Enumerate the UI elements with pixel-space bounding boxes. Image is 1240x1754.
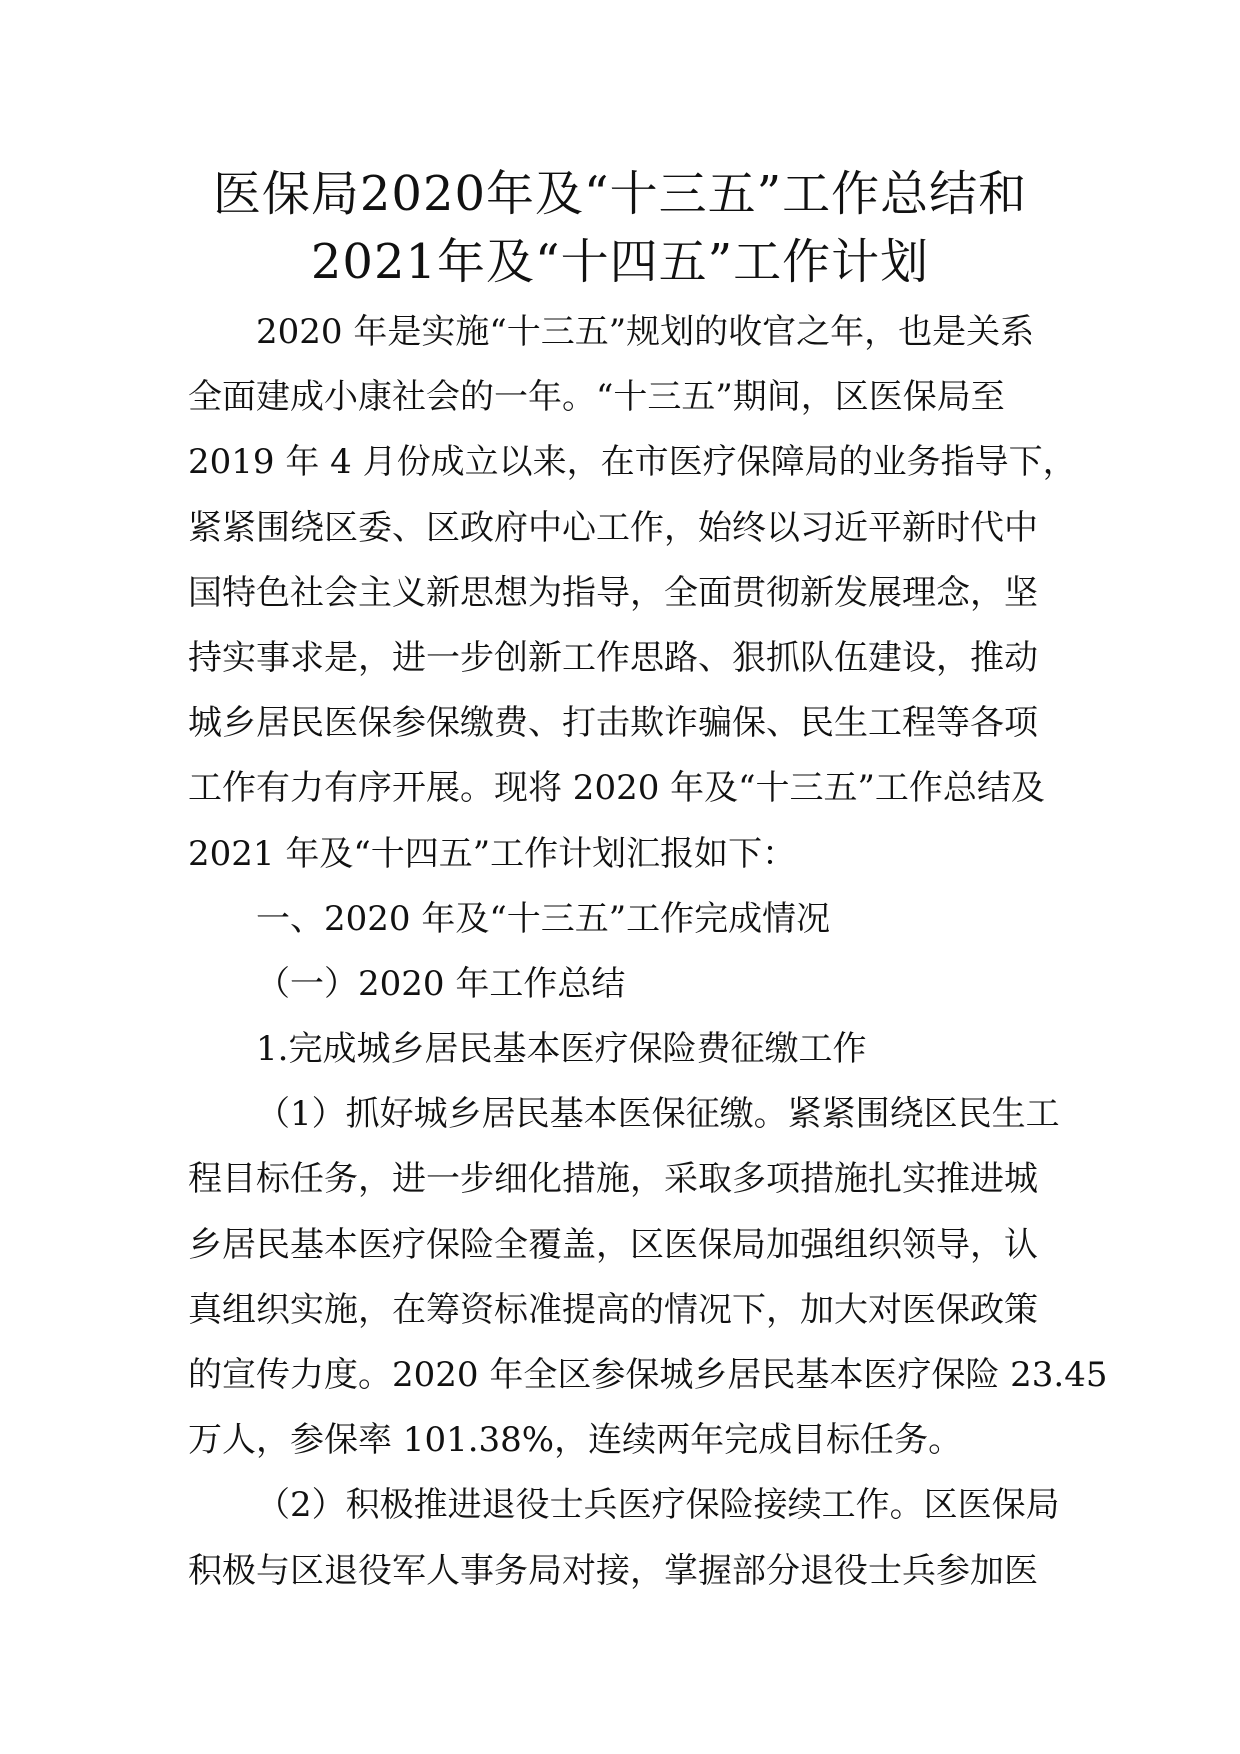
body-line: （1）抓好城乡居民基本医保征缴。紧紧围绕区民生工	[256, 1094, 1060, 1135]
body-line: （2）积极推进退役士兵医疗保险接续工作。区医保局	[256, 1485, 1060, 1526]
body-line: 一、2020 年及“十三五”工作完成情况	[256, 898, 831, 939]
document-title-line-1: 医保局2020年及“十三五”工作总结和	[212, 166, 1028, 222]
body-line: 工作有力有序开展。现将 2020 年及“十三五”工作总结及	[188, 768, 1045, 809]
body-line: 积极与区退役军人事务局对接，掌握部分退役士兵参加医	[188, 1550, 1038, 1591]
body-line: 2019 年 4 月份成立以来，在市医疗保障局的业务指导下，	[188, 442, 1077, 483]
body-line: 国特色社会主义新思想为指导，全面贯彻新发展理念，坚	[188, 572, 1038, 613]
body-line: 2020 年是实施“十三五”规划的收官之年，也是关系	[256, 312, 1035, 352]
body-line: 持实事求是，进一步创新工作思路、狠抓队伍建设，推动	[188, 637, 1038, 678]
body-line: 万人，参保率 101.38%，连续两年完成目标任务。	[188, 1420, 963, 1461]
body-line: 紧紧围绕区委、区政府中心工作，始终以习近平新时代中	[188, 507, 1038, 548]
document-title-line-2: 2021年及“十四五”工作计划	[310, 234, 930, 290]
body-line: （一）2020 年工作总结	[256, 963, 626, 1004]
body-line: 1.完成城乡居民基本医疗保险费征缴工作	[256, 1029, 867, 1070]
document-body	[188, 300, 1108, 1604]
body-line: 2021 年及“十四五”工作计划汇报如下：	[188, 833, 797, 874]
body-line: 程目标任务，进一步细化措施，采取多项措施扎实推进城	[188, 1159, 1038, 1200]
body-line: 全面建成小康社会的一年。“十三五”期间，区医保局至	[188, 377, 1005, 418]
body-line: 乡居民基本医疗保险全覆盖，区医保局加强组织领导，认	[188, 1224, 1038, 1265]
body-line: 城乡居民医保参保缴费、打击欺诈骗保、民生工程等各项	[188, 703, 1038, 744]
body-line: 真组织实施，在筹资标准提高的情况下，加大对医保政策	[188, 1289, 1038, 1330]
body-line: 的宣传力度。2020 年全区参保城乡居民基本医疗保险 23.45	[188, 1355, 1108, 1395]
